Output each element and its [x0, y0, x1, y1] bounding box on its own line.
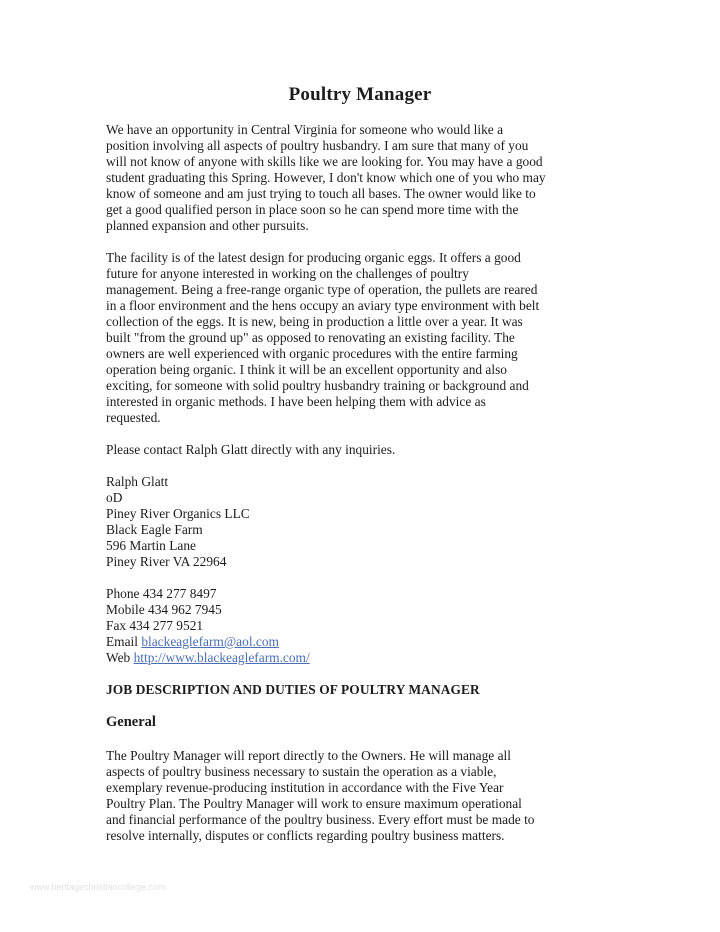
phone-block [106, 586, 626, 666]
street-address: 596 Martin Lane [106, 538, 196, 553]
address-block [106, 474, 626, 570]
general-line: and financial performance of the poultry business. Every effort must be made to [106, 812, 535, 827]
facility-line: built "from the ground up" as opposed to renovating an existing facility. The [106, 330, 515, 345]
address-line: oD [106, 490, 123, 505]
intro-line: student graduating this Spring. However, I don't know which one of you who may [106, 170, 546, 185]
web-link[interactable]: http://www.blackeaglefarm.com/ [133, 650, 310, 665]
mobile-number: Mobile 434 962 7945 [106, 602, 222, 617]
email-label: Email [106, 634, 142, 649]
facility-line: future for anyone interested in working on the challenges of poultry [106, 266, 469, 281]
phone-number: Phone 434 277 8497 [106, 586, 217, 601]
intro-paragraph [106, 122, 626, 234]
intro-line: We have an opportunity in Central Virginia for someone who would like a [106, 122, 504, 137]
facility-paragraph [106, 250, 626, 426]
facility-line: operation being organic. I think it will be an excellent opportunity and also [106, 362, 507, 377]
facility-line: management. Being a free-range organic type of operation, the pullets are reared [106, 282, 538, 297]
facility-line: collection of the eggs. It is new, being in production a little over a year. It was [106, 314, 523, 329]
web-label: Web [106, 650, 134, 665]
general-line: Poultry Plan. The Poultry Manager will work to ensure maximum operational [106, 796, 522, 811]
contact-paragraph [106, 442, 626, 458]
facility-line: The facility is of the latest design for producing organic eggs. It offers a good [106, 250, 521, 265]
intro-line: planned expansion and other pursuits. [106, 218, 309, 233]
letter-body [106, 122, 626, 682]
facility-line: interested in organic methods. I have been helping them with advice as [106, 394, 486, 409]
intro-line: get a good qualified person in place soon so he can spend more time with the [106, 202, 519, 217]
facility-line: owners are well experienced with organic procedures with the entire farming [106, 346, 518, 361]
facility-line: requested. [106, 410, 161, 425]
general-line: exemplary revenue-producing institution in accordance with the Five Year [106, 780, 504, 795]
facility-line: in a floor environment and the hens occupy an aviary type environment with belt [106, 298, 540, 313]
email-link[interactable]: blackeaglefarm@aol.com [141, 634, 279, 649]
contact-line: Please contact Ralph Glatt directly with any inquiries. [106, 442, 396, 457]
farm-name: Black Eagle Farm [106, 522, 203, 537]
general-line: resolve internally, disputes or conflicts regarding poultry business matters. [106, 828, 505, 843]
contact-name: Ralph Glatt [106, 474, 169, 489]
web-row [106, 650, 626, 666]
page-title: Poultry Manager [288, 84, 432, 105]
general-heading: General [106, 714, 156, 730]
general-line: The Poultry Manager will report directly to the Owners. He will manage all [106, 748, 511, 763]
intro-line: will not know of anyone with skills like we are looking for. You may have a good [106, 154, 543, 169]
general-line: aspects of poultry business necessary to sustain the operation as a viable, [106, 764, 497, 779]
intro-line: position involving all aspects of poultry husbandry. I am sure that many of you [106, 138, 529, 153]
job-description-heading: JOB DESCRIPTION AND DUTIES OF POULTRY MANAGER [106, 682, 480, 697]
fax-number: Fax 434 277 9521 [106, 618, 204, 633]
city-state-zip: Piney River VA 22964 [106, 554, 227, 569]
general-paragraph [106, 748, 626, 844]
watermark: www.heritagechristiancollege.com [30, 882, 166, 892]
email-row [106, 634, 626, 650]
company-name: Piney River Organics LLC [106, 506, 250, 521]
facility-line: exciting, for someone with solid poultry husbandry training or background and [106, 378, 529, 393]
intro-line: know of someone and am just trying to touch all bases. The owner would like to [106, 186, 536, 201]
